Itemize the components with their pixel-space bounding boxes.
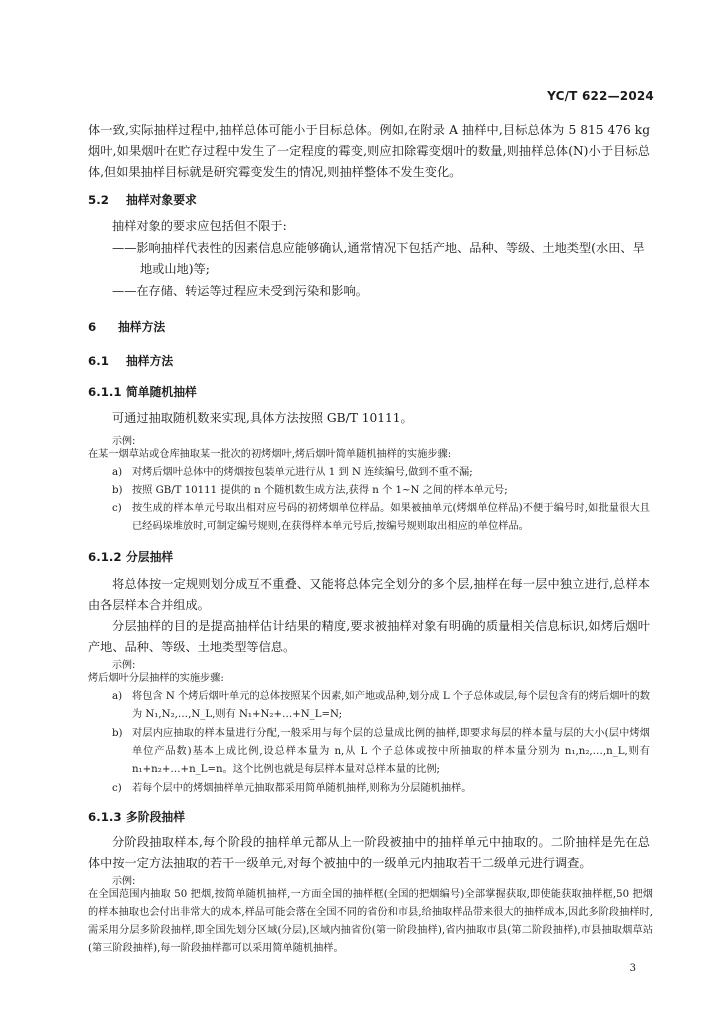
example-text: 在全国范围内抽取 50 把烟,按简单随机抽样,一方面全国的抽样框(全国的把烟编号)全部掌握获取,即使能获取抽样框,50 把烟的样本抽取也会付出非常大的成本,样品可能会落在全国不同的省份和市县,给抽取样品带来很大的抽样成本,因此多阶段抽样时,需采用分层多阶段抽样,即全国先划分区域(分层),区域内抽省份(第一阶段抽样),省内抽取市县(第二阶段抽样),市县抽取烟草站(第三阶段抽样),每一阶段抽样都可以采用简单随机抽样。 [88, 889, 653, 954]
step-marker: a) [112, 467, 123, 478]
example-step [112, 500, 652, 536]
example-step [112, 780, 652, 798]
section-6-1-1-heading [88, 383, 197, 400]
section-title: 分层抽样 [126, 550, 174, 564]
section-number: 5.2 [88, 193, 109, 207]
section-number: 6.1.3 [88, 810, 122, 824]
section-title: 简单随机抽样 [126, 385, 197, 399]
step-text: 按生成的样本单元号取出相对应号码的初烤烟单位样品。如果被抽单元(烤烟单位样品)不便于编号时,如批量很大且已经码垛堆放时,可制定编号规则,在获得样本单元号后,按编号规则取出相应的单位样品。 [132, 503, 650, 532]
section-5-2-heading [88, 191, 197, 208]
section-6-heading [88, 318, 165, 335]
section-number: 6.1 [88, 354, 109, 368]
example-label: 示例: [112, 436, 136, 447]
standard-number: YC/T 622—2024 [547, 89, 654, 103]
step-marker: c) [112, 503, 122, 514]
step-text: 按照 GB/T 10111 提供的 n 个随机数生成方法,获得 n 个 1~N 之间的样本单元号; [132, 485, 508, 496]
stratified-paragraph-1: 将总体按一定规则划分成互不重叠、又能将总体完全划分的多个层,抽样在每一层中独立进行,总样本由各层样本合并组成。 [88, 577, 650, 612]
stratified-paragraph-2: 分层抽样的目的是提高抽样估计结果的精度,要求被抽样对象有明确的质量相关信息标识,如烤后烟叶产地、品种、等级、土地类型等信息。 [88, 619, 650, 654]
step-text: 对烤后烟叶总体中的烤烟按包装单元进行从 1 到 N 连续编号,做到不重不漏; [132, 467, 473, 478]
step-marker: c) [112, 783, 122, 794]
example-label: 示例: [112, 660, 136, 671]
step-marker: b) [112, 485, 123, 496]
section-number: 6.1.1 [88, 385, 122, 399]
requirement-item [112, 238, 652, 280]
section-title: 多阶段抽样 [126, 810, 185, 824]
example-intro: 烤后烟叶分层抽样的实施步骤: [88, 673, 224, 684]
requirement-text-cont: 地或山地)等; [140, 262, 210, 276]
section-6-1-3-heading [88, 808, 185, 825]
requirement-text: ——影响抽样代表性的因素信息应能够确认,通常情况下包括产地、品种、等级、土地类型(水田、旱 [112, 241, 645, 255]
requirements-lead: 抽样对象的要求应包括但不限于: [112, 219, 287, 233]
section-title: 抽样方法 [118, 320, 166, 334]
step-text: 将包含 N 个烤后烟叶单元的总体按照某个因素,如产地或品种,划分成 L 个子总体或层,每个层包含有的烤后烟叶的数为 N₁,N₂,…,N_L,则有 N₁+N₂+…+N_L=N; [132, 691, 650, 720]
example-step [112, 482, 652, 500]
section-number: 6.1.2 [88, 550, 122, 564]
section-6-1-heading [88, 352, 173, 369]
step-text: 若每个层中的烤烟抽样单元抽取都采用简单随机抽样,则称为分层随机抽样。 [132, 783, 472, 794]
example-step [112, 688, 652, 724]
example-intro: 在某一烟草站或仓库抽取某一批次的初烤烟叶,烤后烟叶简单随机抽样的实施步骤: [88, 449, 452, 460]
example-step [112, 725, 652, 779]
step-text: 对层内应抽取的样本量进行分配,一般采用与每个层的总量成比例的抽样,即要求每层的样本量与层的大小(层中烤烟单位产品数)基本上成比例,设总样本量为 n,从 L 个子总体或按中所抽取的样本量分别为 n₁,n₂,…,n_L,则有 n₁+n₂+…+n_L=n。这个比例也就是每层样本量对总样本量的比例; [132, 728, 650, 775]
section-title: 抽样对象要求 [126, 193, 197, 207]
simple-random-paragraph: 可通过抽取随机数来实现,具体方法按照 GB/T 10111。 [112, 411, 413, 425]
example-step [112, 464, 652, 482]
intro-paragraph: 体一致,实际抽样过程中,抽样总体可能小于目标总体。例如,在附录 A 抽样中,目标总体为 5 815 476 kg 烟叶,如果烟叶在贮存过程中发生了一定程度的霉变,则应扣除霉变烟叶的数量,则抽样总体(N)小于目标总体,但如果抽样目标就是研究霉变发生的情况,则抽样整体不发生变化。 [88, 123, 650, 179]
section-number: 6 [88, 320, 97, 334]
section-title: 抽样方法 [126, 354, 174, 368]
section-6-1-2-heading [88, 548, 173, 565]
step-marker: b) [112, 728, 123, 739]
example-label: 示例: [112, 876, 136, 887]
page-number: 3 [629, 963, 636, 974]
step-marker: a) [112, 691, 123, 702]
requirement-item: ——在存储、转运等过程应未受到污染和影响。 [112, 284, 368, 298]
multistage-paragraph: 分阶段抽取样本,每个阶段的抽样单元都从上一阶段被抽中的抽样单元中抽取的。二阶抽样是先在总体中按一定方法抽取的若干一级单元,对每个被抽中的一级单元内抽取若干二级单元进行调查。 [88, 835, 650, 870]
